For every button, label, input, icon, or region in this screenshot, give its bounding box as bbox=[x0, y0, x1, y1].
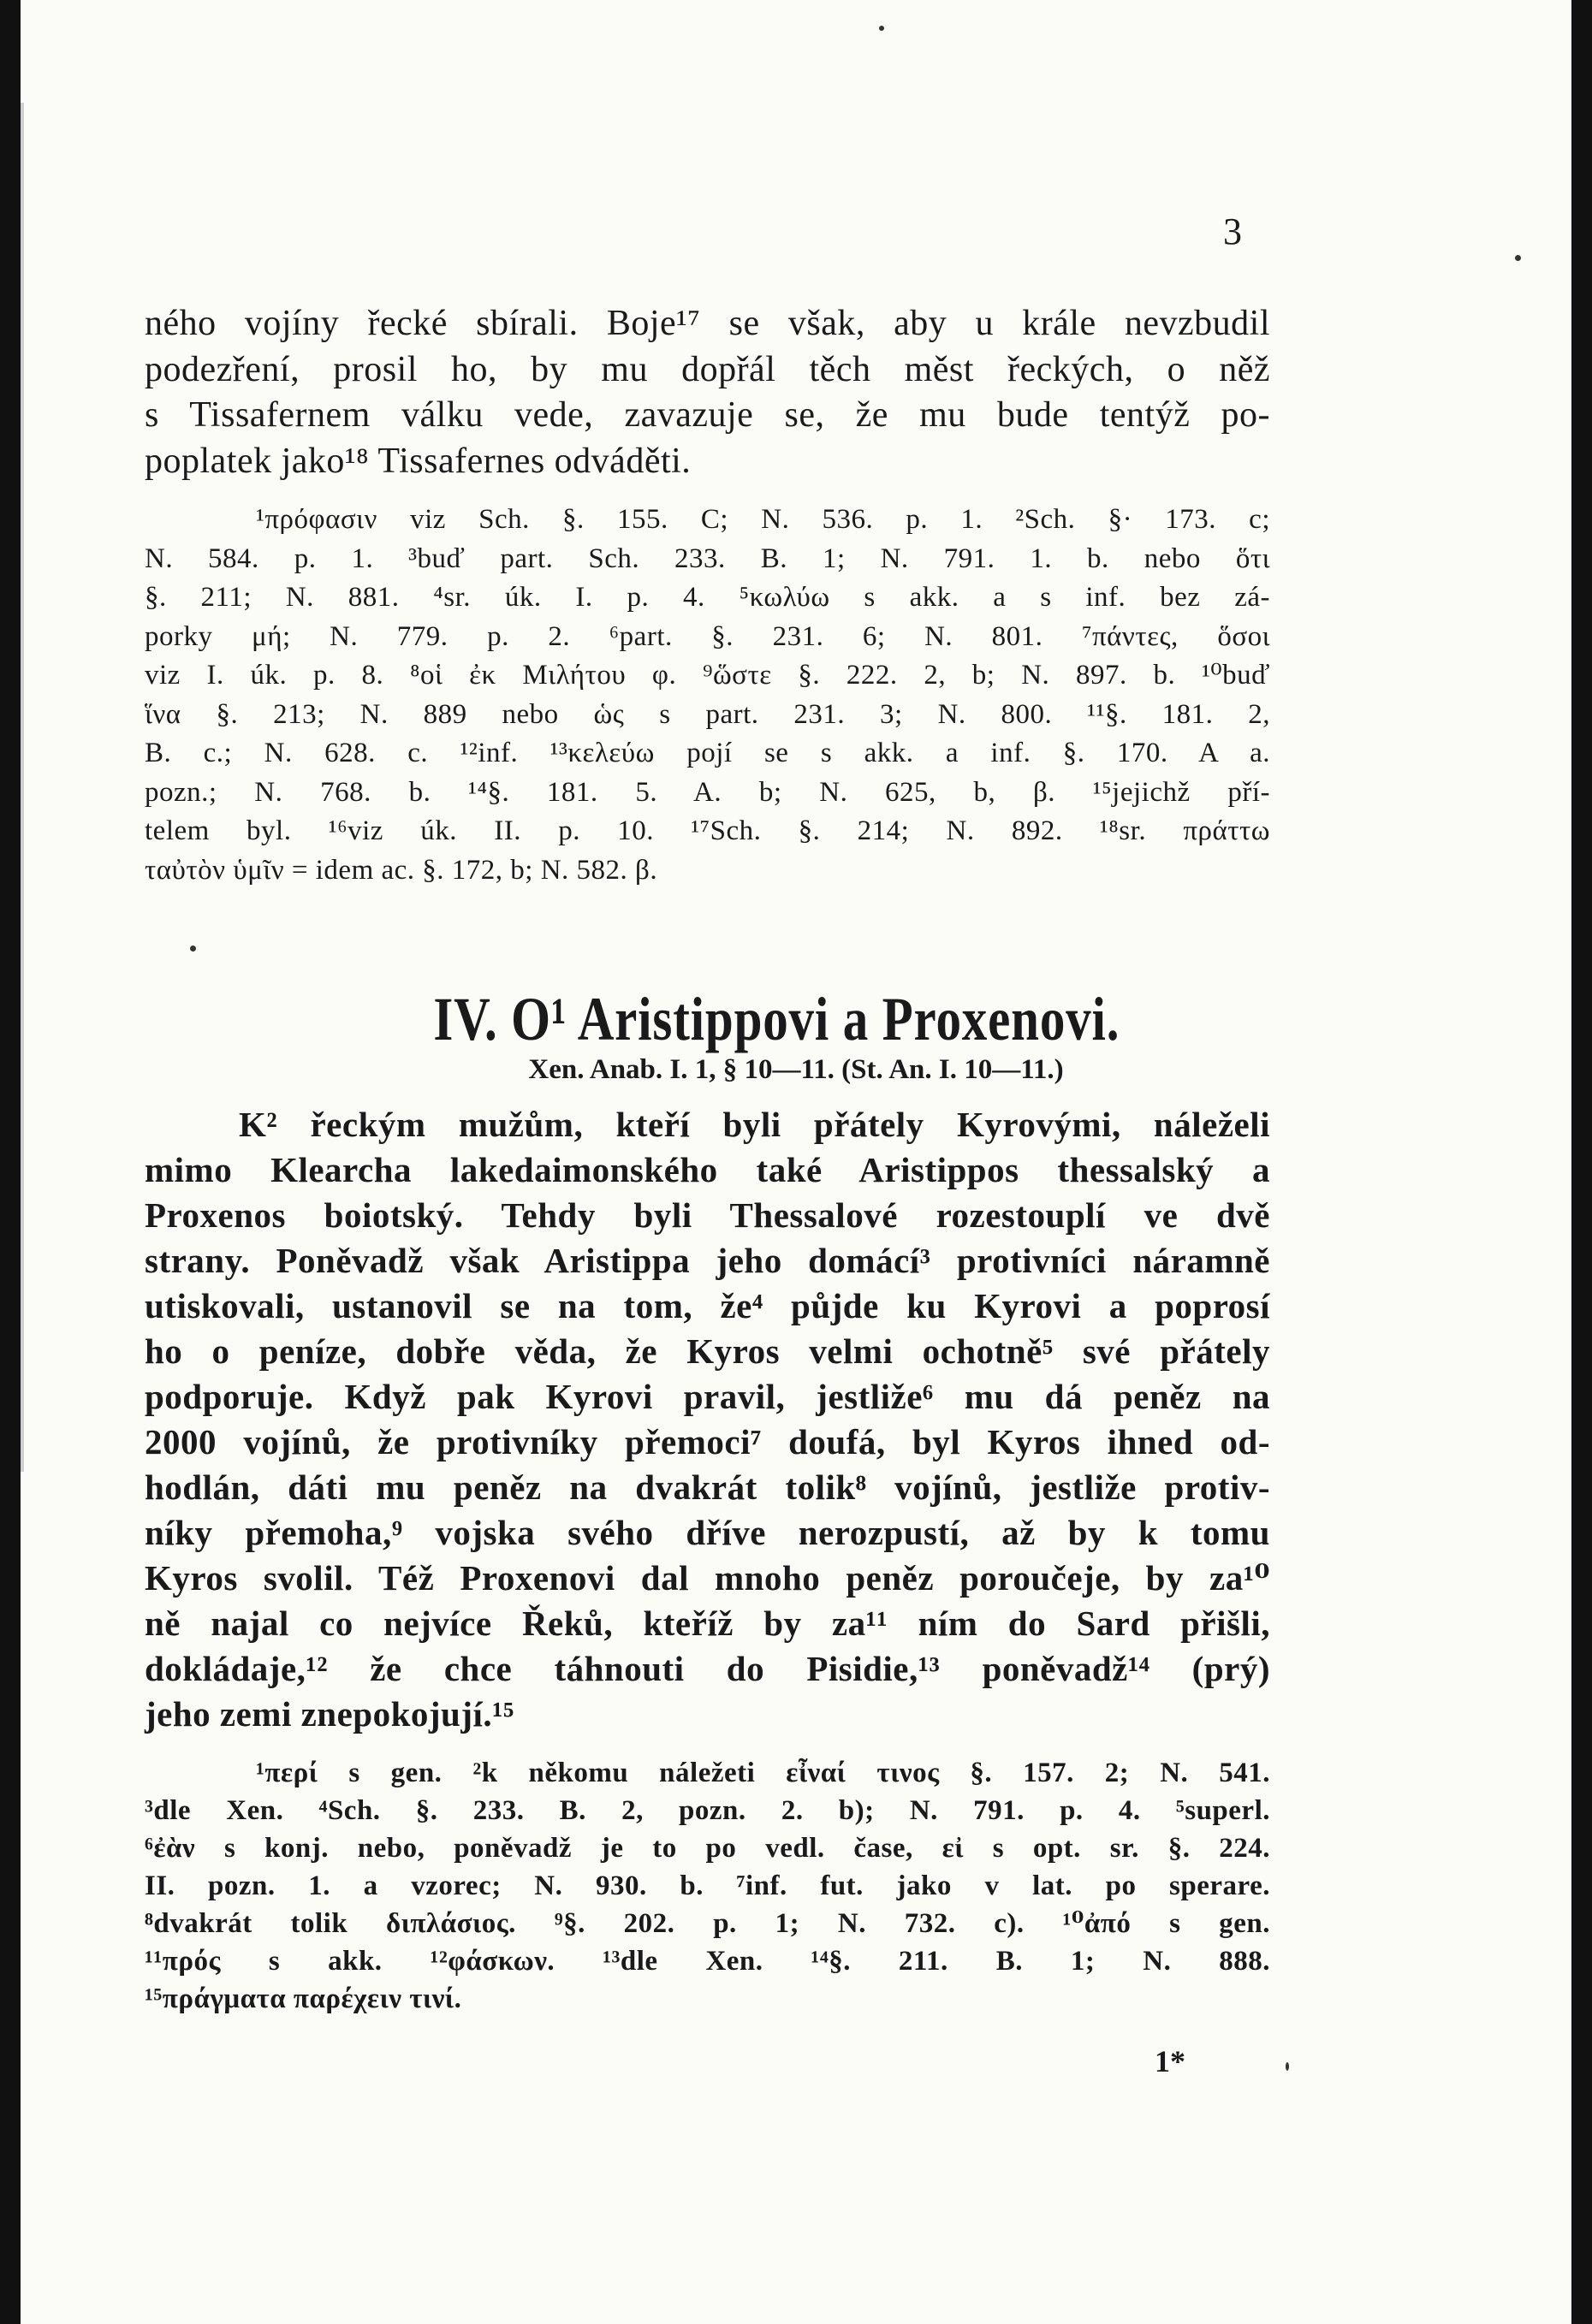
text-line: ho o peníze, dobře věda, že Kyros velmi ochotně⁵ své přátely bbox=[145, 1331, 1270, 1371]
footnotes-section-iii bbox=[145, 501, 1270, 890]
section-source-reference: Xen. Anab. I. 1, § 10—11. (St. An. I. 10—11.) bbox=[528, 1054, 1064, 1085]
print-speck bbox=[1286, 2062, 1289, 2071]
text-line: s Tissafernem válku vede, zavazuje se, že mu bude tentýž po- bbox=[145, 395, 1270, 435]
footnote-line: ¹¹πρός s akk. ¹²φάσκων. ¹³dle Xen. ¹⁴§. 211. B. 1; N. 888. bbox=[145, 1946, 1270, 1977]
section-body-paragraph bbox=[145, 1102, 1270, 1737]
footnote-line: N. 584. p. 1. ³buď part. Sch. 233. B. 1; N. 791. 1. b. nebo ὅτι bbox=[145, 542, 1270, 574]
footnote-line: ¹πρόφασιν viz Sch. §. 155. C; N. 536. p. 1. ²Sch. §· 173. c; bbox=[256, 504, 1270, 535]
text-line: podporuje. Když pak Kyrovi pravil, jestliže⁶ mu dá peněz na bbox=[145, 1377, 1270, 1416]
footnote-line: ταὐτὸν ὑμῖν = idem ac. §. 172, b; N. 582. β. bbox=[145, 854, 658, 886]
text-line: podezření, prosil ho, by mu dopřál těch měst řeckých, o něž bbox=[145, 349, 1270, 389]
footnote-line: ⁶ἐὰν s konj. nebo, poněvadž je to po vedl. čase, εἰ s opt. sr. §. 224. bbox=[145, 1833, 1270, 1864]
section-heading: IV. O¹ Aristippovi a Proxenovi. bbox=[433, 985, 1120, 1053]
footnote-line: pozn.; N. 768. b. ¹⁴§. 181. 5. A. b; N. 625, b, β. ¹⁵jejichž pří- bbox=[145, 776, 1270, 808]
text-line: Proxenos boiotský. Tehdy byli Thessalové rozestouplí ve dvě bbox=[145, 1195, 1270, 1235]
text-line: Kyros svolil. Též Proxenovi dal mnoho peněz poroučeje, by za¹⁰ bbox=[145, 1558, 1270, 1598]
printer-signature-mark: 1* bbox=[1155, 2044, 1185, 2078]
footnote-line: ¹περί s gen. ²k někomu náležeti εἶναί τινος §. 157. 2; N. 541. bbox=[256, 1758, 1270, 1788]
footnote-line: ¹⁵πράγματα παρέχειν τινί. bbox=[145, 1983, 462, 2014]
text-line: hodlán, dáti mu peněz na dvakrát tolik⁸ vojínů, jestliže protiv- bbox=[145, 1467, 1270, 1507]
page-number: 3 bbox=[1223, 210, 1242, 252]
text-line: strany. Poněvadž však Aristippa jeho domácí³ protivníci náramně bbox=[145, 1241, 1270, 1280]
footnote-line: ⁸dvakrát tolik διπλάσιος. ⁹§. 202. p. 1; N. 732. c). ¹⁰ἀπό s gen. bbox=[145, 1908, 1270, 1939]
print-speck bbox=[190, 946, 196, 952]
text-line: níky přemoha,⁹ vojska svého dříve nerozpustí, až by k tomu bbox=[145, 1513, 1270, 1552]
book-page bbox=[21, 0, 1571, 2324]
text-line: ného vojíny řecké sbírali. Boje¹⁷ se však, aby u krále nevzbudil bbox=[145, 304, 1270, 343]
text-line: ně najal co nejvíce Řeků, kteříž by za¹¹ ním do Sard přišli, bbox=[145, 1604, 1270, 1643]
continued-paragraph bbox=[145, 301, 1270, 484]
print-speck bbox=[879, 26, 884, 31]
footnote-line: §. 211; N. 881. ⁴sr. úk. I. p. 4. ⁵κωλύω s akk. a s inf. bez zá- bbox=[145, 582, 1270, 613]
footnote-line: II. pozn. 1. a vzorec; N. 930. b. ⁷inf. fut. jako v lat. po sperare. bbox=[145, 1870, 1270, 1901]
footnote-line: telem byl. ¹⁶viz úk. II. p. 10. ¹⁷Sch. §. 214; N. 892. ¹⁸sr. πράττω bbox=[145, 815, 1270, 846]
text-line: utiskovali, ustanovil se na tom, že⁴ půjde ku Kyrovi a poprosí bbox=[145, 1286, 1270, 1325]
print-speck bbox=[1515, 255, 1521, 261]
text-line: jeho zemi znepokojují.¹⁵ bbox=[145, 1694, 514, 1734]
footnote-line: ἵνα §. 213; N. 889 nebo ὡς s part. 231. 3; N. 800. ¹¹§. 181. 2, bbox=[145, 698, 1270, 730]
footnote-line: porky μή; N. 779. p. 2. ⁶part. §. 231. 6; N. 801. ⁷πάντες, ὅσοι bbox=[145, 620, 1270, 652]
binding-gutter bbox=[21, 103, 24, 1472]
footnotes-section-iv bbox=[145, 1754, 1270, 2018]
footnote-line: viz I. úk. p. 8. ⁸οἱ ἐκ Μιλήτου φ. ⁹ὥστε §. 222. 2, b; N. 897. b. ¹⁰buď bbox=[145, 660, 1270, 691]
text-line: mimo Klearcha lakedaimonského také Aristippos thessalský a bbox=[145, 1150, 1270, 1189]
text-line: dokládaje,¹² že chce táhnouti do Pisidie,¹³ poněvadž¹⁴ (prý) bbox=[145, 1649, 1270, 1688]
footnote-line: B. c.; N. 628. c. ¹²inf. ¹³κελεύω pojí se s akk. a inf. §. 170. A a. bbox=[145, 738, 1270, 768]
footnote-line: ³dle Xen. ⁴Sch. §. 233. B. 2, pozn. 2. b); N. 791. p. 4. ⁵superl. bbox=[145, 1795, 1270, 1826]
text-line: poplatek jako¹⁸ Tissafernes odváděti. bbox=[145, 441, 692, 481]
text-line: 2000 vojínů, že protivníky přemoci⁷ doufá, byl Kyros ihned od- bbox=[145, 1422, 1270, 1461]
text-line: K² řeckým mužům, kteří byli přátely Kyrovými, náleželi bbox=[239, 1105, 1270, 1144]
